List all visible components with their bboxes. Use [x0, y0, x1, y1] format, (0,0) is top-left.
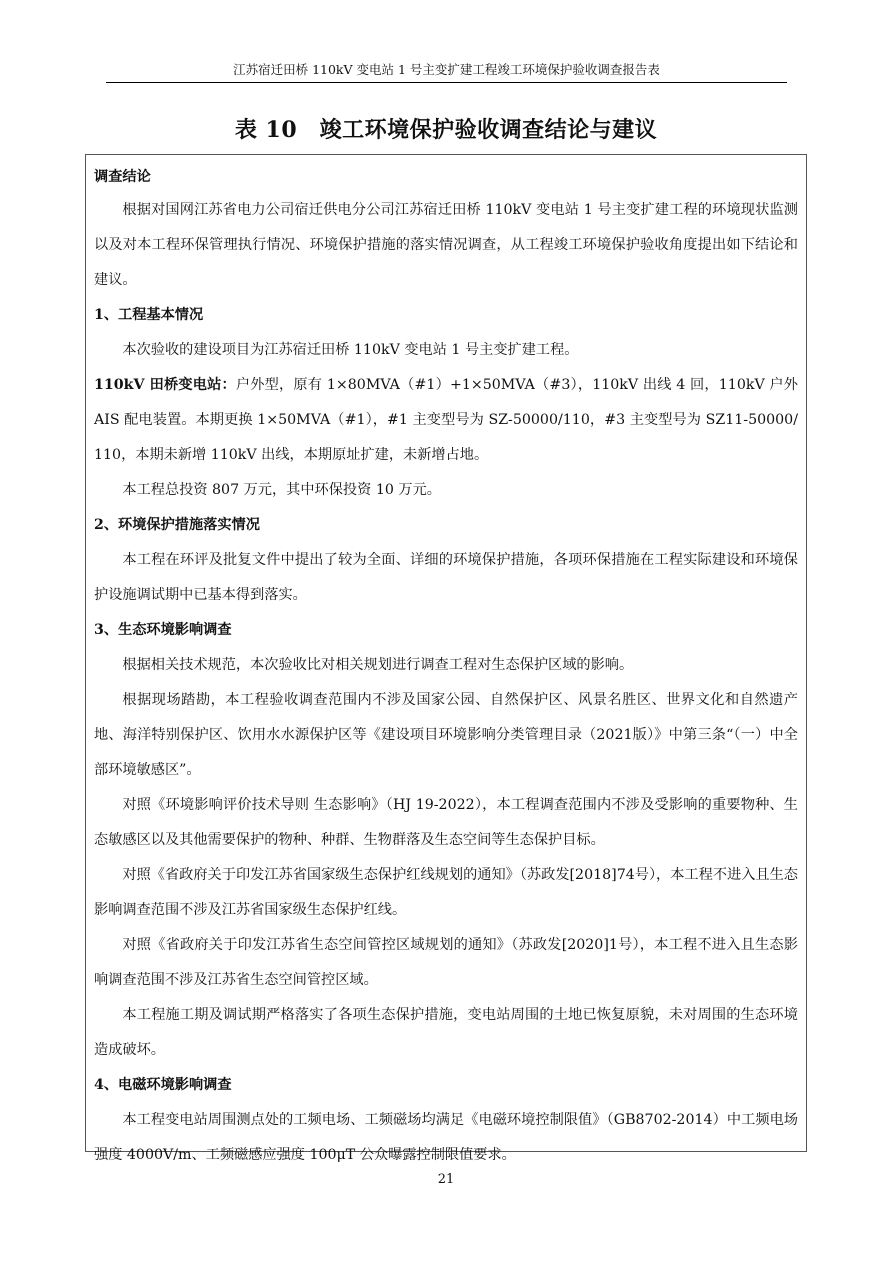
section-2-paragraph-1: 本工程在环评及批复文件中提出了较为全面、详细的环境保护措施，各项环保措施在工程实际建设和环境保护设施调试期中已基本得到落实。	[94, 552, 798, 603]
section-1-paragraph-1: 本次验收的建设项目为江苏宿迁田桥 110kV 变电站 1 号主变扩建工程。	[122, 342, 579, 358]
page-title: 表 10 竣工环境保护验收调查结论与建议	[234, 117, 658, 143]
section-3-paragraph-3: 对照《环境影响评价技术导则 生态影响》（HJ 19-2022），本工程调查范围内不涉及受影响的重要物种、生态敏感区以及其他需要保护的物种、种群、生物群落及生态空间等生态保护目标。	[94, 797, 798, 848]
section-3-heading: 3、生态环境影响调查	[94, 622, 232, 638]
section-1-paragraph-2	[94, 368, 798, 473]
running-header: 江苏宿迁田桥 110kV 变电站 1 号主变扩建工程竣工环境保护验收调查报告表	[233, 62, 660, 77]
section-3-paragraph-2: 根据现场踏勘，本工程验收调查范围内不涉及国家公园、自然保护区、风景名胜区、世界文化和自然遗产地、海洋特别保护区、饮用水水源保护区等《建设项目环境影响分类管理目录（2021版）》中第三条“（一）中全部环境敏感区”。	[94, 692, 798, 778]
section-2-heading: 2、环境保护措施落实情况	[94, 517, 260, 533]
section-3-paragraph-1: 根据相关技术规范，本次验收比对相关规划进行调查工程对生态保护区域的影响。	[122, 657, 634, 673]
section-4-heading: 4、电磁环境影响调查	[94, 1077, 232, 1093]
page-number: 21	[437, 1172, 455, 1187]
section-4-paragraph-1: 本工程变电站周围测点处的工频电场、工频磁场均满足《电磁环境控制限值》（GB8702-2014）中工频电场强度 4000V/m、工频磁感应强度 100μT 公众曝露控制限值要求。	[94, 1112, 798, 1163]
substation-description: 户外型，原有 1×80MVA（#1）+1×50MVA（#3），110kV 出线 4 回，110kV 户外 AIS 配电装置。本期更换 1×50MVA（#1），#1 主变型号为 SZ-50000/110，#3 主变型号为 SZ11-50000/110，本期未新增 110kV 出线，本期原址扩建，未新增占地。	[94, 377, 798, 463]
header-rule	[106, 82, 787, 83]
section-1-paragraph-3: 本工程总投资 807 万元，其中环保投资 10 万元。	[122, 482, 441, 498]
conclusion-heading: 调查结论	[94, 169, 151, 185]
section-1-heading: 1、工程基本情况	[94, 307, 204, 323]
section-3-paragraph-4: 对照《省政府关于印发江苏省国家级生态保护红线规划的通知》（苏政发[2018]74号），本工程不进入且生态影响调查范围不涉及江苏省国家级生态保护红线。	[94, 867, 798, 918]
intro-paragraph: 根据对国网江苏省电力公司宿迁供电分公司江苏宿迁田桥 110kV 变电站 1 号主变扩建工程的环境现状监测以及对本工程环保管理执行情况、环境保护措施的落实情况调查，从工程竣工环境保护验收角度提出如下结论和建议。	[94, 202, 798, 288]
content-box	[85, 154, 807, 1163]
substation-label: 110kV 田桥变电站：	[94, 377, 236, 393]
section-3-paragraph-5: 对照《省政府关于印发江苏省生态空间管控区域规划的通知》（苏政发[2020]1号），本工程不进入且生态影响调查范围不涉及江苏省生态空间管控区域。	[94, 937, 798, 988]
section-3-paragraph-6: 本工程施工期及调试期严格落实了各项生态保护措施，变电站周围的土地已恢复原貌，未对周围的生态环境造成破坏。	[94, 1007, 798, 1058]
